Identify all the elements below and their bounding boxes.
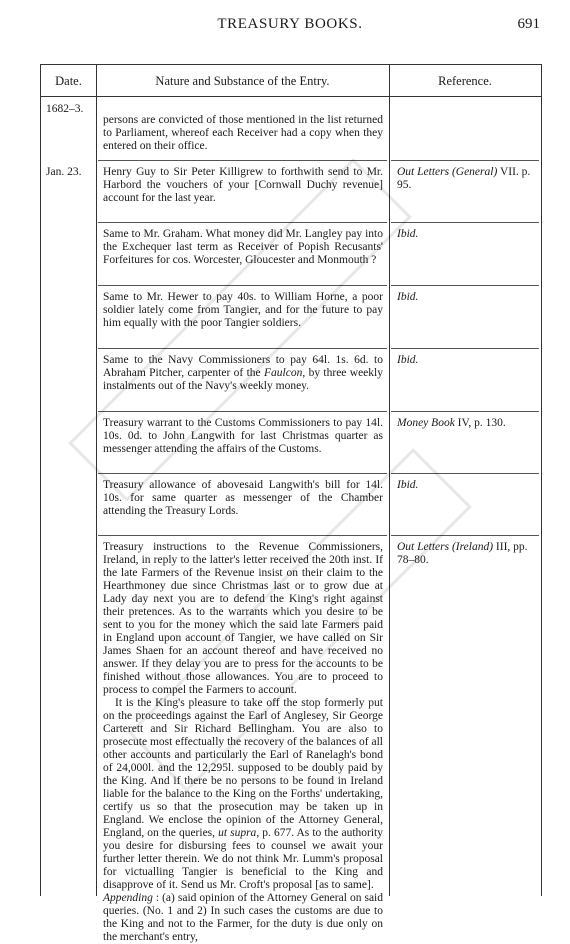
entry-reference: Money Book IV, p. 130.: [397, 417, 506, 429]
entry-text: Same to Mr. Graham. What money did Mr. Langley pay into the Exchequer last term as Receiver of Popish Recusants' Forfeitures for cos. Worcester, Gloucester and Monmouth ?: [103, 228, 383, 266]
reference-separator: [391, 348, 539, 349]
reference-separator: [391, 222, 539, 223]
ledger-table: [40, 64, 542, 943]
column-header-reference: Reference.: [438, 74, 492, 88]
column-header-date: Date.: [55, 74, 82, 88]
reference-separator: [391, 535, 539, 536]
entry-date: Jan. 23.: [46, 166, 82, 178]
entry-reference: Ibid.: [397, 291, 419, 303]
entry-separator: [98, 160, 387, 161]
reference-separator: [391, 411, 539, 412]
entry-reference: Ibid.: [397, 228, 419, 240]
reference-separator: [391, 160, 539, 161]
entry-reference: Ibid.: [397, 479, 419, 491]
entry-separator: [98, 222, 387, 223]
reference-separator: [391, 285, 539, 286]
entry-text: Treasury instructions to the Revenue Commissioners, Ireland, in reply to the latter's letter received the 20th inst. If the late Farmers of the Revenue insist on their claim to the Hearthmoney due since Christmas last or to grow due at Lady day next you are to defend the King's right against their pretences. As to the warrants which you desire to be sent to you for the money which the said late Farmers paid in England upon account of Tangier, we have called on Sir James Shaen for an account thereof and have received no answer. If they delay you are to press for the accounts to be finished without those allowances. You are to proceed to process to compel the Farmers to account. It is the King's pleasure to take off the stop formerly put on the proceedings against the Earl of Anglesey, Sir George Carterett and Sir Richard Bellingham. You are also to prosecute most effectually the recovery of the balances of all other accounts and particularly the Earl of Ranelagh's bond of 24,000l. and the 12,295l. supposed to be doubly paid by the King. And if there be no persons to be found in Ireland liable for the balance to the King on the Forths' undertaking, certify us so that the prosecution may be taken up in England. We enclose the opinion of the Attorney General, England, on the queries, ut supra, p. 677. As to the authority you desire for disbursing fees to counsel we await your further letter therein. We do not think Mr. Lumm's proposal for victualling Tangier is beneficial to the King and disapprove of it. Send us Mr. Croft's proposal [as to same]. Appending : (a) said opinion of the Attorney General on said queries. (No. 1 and 2) In such cases the customs are due to the King and not to the Farmer, for the duty is due only on the merchant's entry,: [103, 541, 383, 943]
column-header-nature: Nature and Substance of the Entry.: [155, 74, 330, 88]
ship-name: Faulcon: [264, 367, 303, 379]
entry-text: Same to the Navy Commissioners to pay 64l. 1s. 6d. to Abraham Pitcher, carpenter of the Faulcon, by three weekly instalments out of the Navy's weekly money.: [103, 354, 383, 392]
entry-reference: Ibid.: [397, 354, 419, 366]
entry-text: Treasury warrant to the Customs Commissioners to pay 14l. 10s. 0d. to John Langwith for last Christmas quarter as messenger attending the affairs of the Customs.: [103, 417, 383, 455]
appending-label: Appending: [103, 892, 153, 904]
entry-separator: [98, 285, 387, 286]
entry-text: Same to Mr. Hewer to pay 40s. to William Horne, a poor soldier lately come from Tangier, and for the future to pay him equally with the poor Tangier soldiers.: [103, 291, 383, 329]
entry-separator: [98, 411, 387, 412]
entry-text: Henry Guy to Sir Peter Killigrew to forthwith send to Mr. Harbord the vouchers of your [Cornwall Duchy revenue] account for the last year.: [103, 166, 383, 204]
page-header: [40, 14, 540, 36]
entry-text: persons are convicted of those mentioned in the list returned to Parliament, whereof each Receiver had a copy when they entered on their office.: [103, 114, 383, 152]
running-title: TREASURY BOOKS.: [217, 16, 363, 32]
reference-separator: [391, 473, 539, 474]
table-header: [41, 65, 541, 97]
column-rule-date: [96, 65, 97, 896]
entry-text: Treasury allowance of abovesaid Langwith's bill for 14l. 10s. for same quarter as messenger of the Chamber attending the Treasury Lords.: [103, 479, 383, 517]
entry-separator: [98, 473, 387, 474]
entry-reference: Out Letters (General) VII. p. 95.: [397, 166, 531, 191]
page-number: 691: [517, 16, 540, 32]
column-rule-reference: [389, 65, 390, 896]
entry-reference: Out Letters (Ireland) III, pp. 78–80.: [397, 541, 528, 566]
entry-separator: [98, 535, 387, 536]
entry-separator: [98, 348, 387, 349]
entry-date: 1682–3.: [46, 103, 84, 115]
